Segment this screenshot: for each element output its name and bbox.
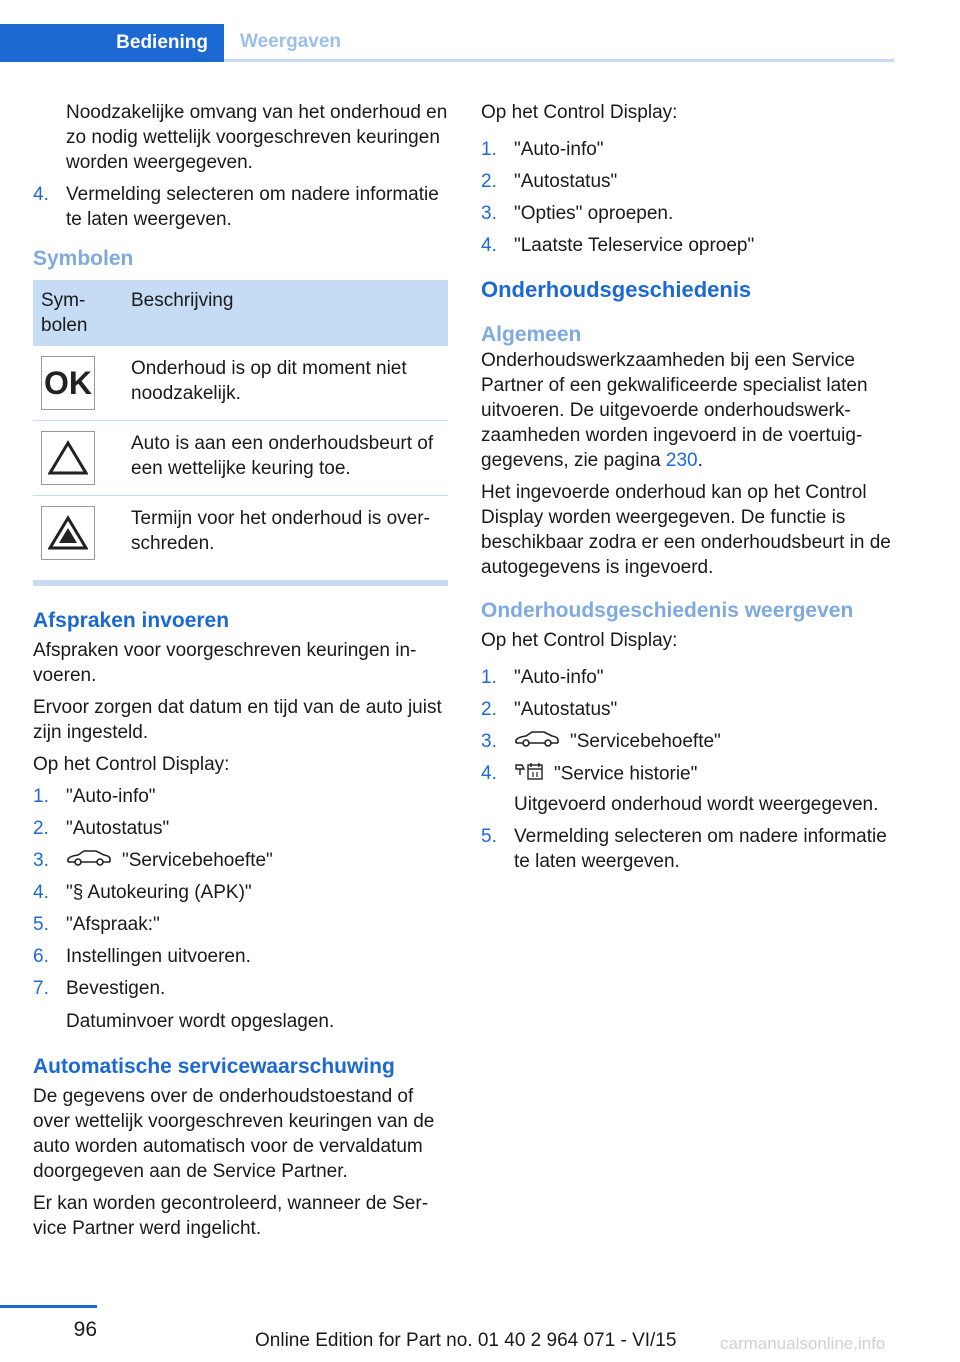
step-number: 2. <box>481 171 497 192</box>
list-item <box>481 137 896 162</box>
teleservice-steps <box>481 137 896 258</box>
algemeen-paragraph: Onderhoudswerkzaamheden bij een Service Partner of een gekwalificeerde specialist laten uitvoeren. De uitgevoerde onderhoudswerkzaamheden worden ingevoerd in de voertuiggegevens, zie pagina 230. <box>481 350 868 471</box>
step-number: 3. <box>481 731 497 752</box>
page-link[interactable]: 230 <box>665 450 698 471</box>
auto-service-paragraph: De gegevens over de onderhoudstoestand of over wettelijk voorgeschreven keuringen van de auto worden automatisch voor de vervaldatum doorgegeven aan de Service Partner. <box>33 1086 435 1183</box>
edition-text: Online Edition for Part no. 01 40 2 964 071 - VI/15 <box>255 1330 677 1351</box>
list-item <box>481 824 896 874</box>
step-number: 5. <box>481 826 497 848</box>
intro-text: Op het Control Display: <box>481 102 678 123</box>
history-steps <box>481 665 896 788</box>
afspraken-paragraph: Op het Control Display: <box>33 754 230 775</box>
table-header-symbols: Symbolen <box>33 280 123 346</box>
list-item <box>481 697 896 722</box>
table-header-row <box>33 280 448 346</box>
table-cell-description: Onderhoud is op dit moment niet noodzakelijk. <box>123 346 448 421</box>
list-item <box>481 665 896 690</box>
history-heading: Onderhoudsgeschiedenis <box>481 277 752 302</box>
list-item <box>481 233 896 258</box>
step-text: "Auto-info" <box>514 667 604 688</box>
afspraken-steps <box>33 784 448 1001</box>
afspraken-paragraph: Afspraken voor voorgeschreven keuringen invoeren. <box>33 640 417 686</box>
footer-rule <box>0 1305 97 1308</box>
step-number: 5. <box>33 914 49 936</box>
continued-text: Noodzakelijke omvang van het onderhoud en zo nodig wettelijk voorgeschreven keuringen worden weergegeven. <box>66 102 448 173</box>
ok-icon <box>41 356 95 410</box>
step-text: "Auto-info" <box>66 786 156 807</box>
table-cell-description: Auto is aan een onderhoudsbeurt of een wettelijke keuring toe. <box>123 421 448 496</box>
step-text: "Autostatus" <box>66 818 170 839</box>
step-text: Instellingen uitvoeren. <box>66 946 251 968</box>
ok-symbol-text: OK <box>44 364 92 401</box>
list-item <box>481 201 896 226</box>
step-number: 4. <box>481 763 497 785</box>
car-icon <box>66 848 112 873</box>
step-number: 4. <box>481 235 497 256</box>
step-text: "Laatste Teleservice oproep" <box>514 235 755 256</box>
table-row <box>33 421 448 496</box>
symbols-table <box>33 280 448 570</box>
step-text: "Servicebehoefte" <box>570 731 721 752</box>
step-text: "§ Autokeuring (APK)" <box>66 882 252 904</box>
intro-text: Op het Control Display: <box>481 630 678 651</box>
step-text: Vermelding selecteren om nadere informatie te laten weergeven. <box>514 826 887 873</box>
step-text: "Afspraak:" <box>66 914 160 936</box>
left-column <box>33 100 448 1248</box>
warning-triangle-outline-icon <box>41 431 95 485</box>
weergeven-heading: Onderhoudsgeschiedenis weergeven <box>481 599 854 622</box>
list-item <box>481 761 896 788</box>
table-row <box>33 346 448 421</box>
page-number: 96 <box>73 1318 97 1341</box>
list-item <box>481 729 896 754</box>
list-item <box>33 816 448 841</box>
service-history-icon <box>514 761 544 788</box>
list-item <box>33 976 448 1001</box>
continued-steps <box>33 182 448 232</box>
step-text: "Opties" oproepen. <box>514 203 674 224</box>
step-text: "Autostatus" <box>514 171 618 192</box>
step-text: "Auto-info" <box>514 139 604 160</box>
auto-service-heading: Automatische servicewaarschuwing <box>33 1055 395 1079</box>
list-item <box>33 912 448 937</box>
step-number: 7. <box>33 978 49 1000</box>
tab-bediening[interactable]: Bediening <box>0 24 224 62</box>
afspraken-paragraph: Ervoor zorgen dat datum en tijd van de auto juist zijn ingesteld. <box>33 697 442 743</box>
step-text: Bevestigen. <box>66 978 166 1000</box>
table-bottom-rule <box>33 580 448 586</box>
step-number: 2. <box>33 818 49 839</box>
afspraken-heading: Afspraken invoeren <box>33 609 230 632</box>
step-text: "Autostatus" <box>514 699 618 720</box>
table-row <box>33 496 448 571</box>
step-note: Uitgevoerd onderhoud wordt weergegeven. <box>514 794 879 816</box>
list-item <box>33 182 448 232</box>
tab-weergaven[interactable]: Weergaven <box>224 24 894 62</box>
step-number: 3. <box>33 850 49 871</box>
step-text: Vermelding selecteren om nadere informatie te laten weergeven. <box>66 184 439 230</box>
step-number: 3. <box>481 203 497 224</box>
algemeen-paragraph: Het ingevoerde onderhoud kan op het Control Display worden weergegeven. De functie is beschikbaar zodra er een onderhoudsbeurt in de autogegevens is ingevoerd. <box>481 482 891 578</box>
step-number: 6. <box>33 946 49 968</box>
afspraken-note: Datuminvoer wordt opgeslagen. <box>66 1011 335 1033</box>
step-number: 4. <box>33 184 49 205</box>
step-number: 1. <box>481 667 497 688</box>
step-number: 2. <box>481 699 497 720</box>
step-text: "Servicebehoefte" <box>122 850 273 871</box>
table-cell-description: Termijn voor het onderhoud is overschreden. <box>131 508 430 554</box>
warning-triangle-filled-icon <box>41 506 95 560</box>
history-steps-cont <box>481 824 896 874</box>
car-icon <box>514 729 560 754</box>
symbolen-heading: Symbolen <box>33 247 134 270</box>
step-number: 1. <box>481 139 497 160</box>
list-item <box>481 169 896 194</box>
auto-service-paragraph: Er kan worden gecontroleerd, wanneer de Service Partner werd ingelicht. <box>33 1193 429 1240</box>
table-header-description: Beschrijving <box>123 280 448 346</box>
list-item <box>33 880 448 905</box>
list-item <box>33 848 448 873</box>
algemeen-heading: Algemeen <box>481 323 582 346</box>
list-item <box>33 944 448 969</box>
list-item <box>33 784 448 809</box>
step-text: "Service historie" <box>554 764 698 785</box>
right-column <box>481 100 896 882</box>
step-number: 4. <box>33 882 49 904</box>
header-bar <box>0 0 894 62</box>
step-number: 1. <box>33 786 49 807</box>
watermark-text: carmanualsonline.info <box>720 1334 886 1353</box>
